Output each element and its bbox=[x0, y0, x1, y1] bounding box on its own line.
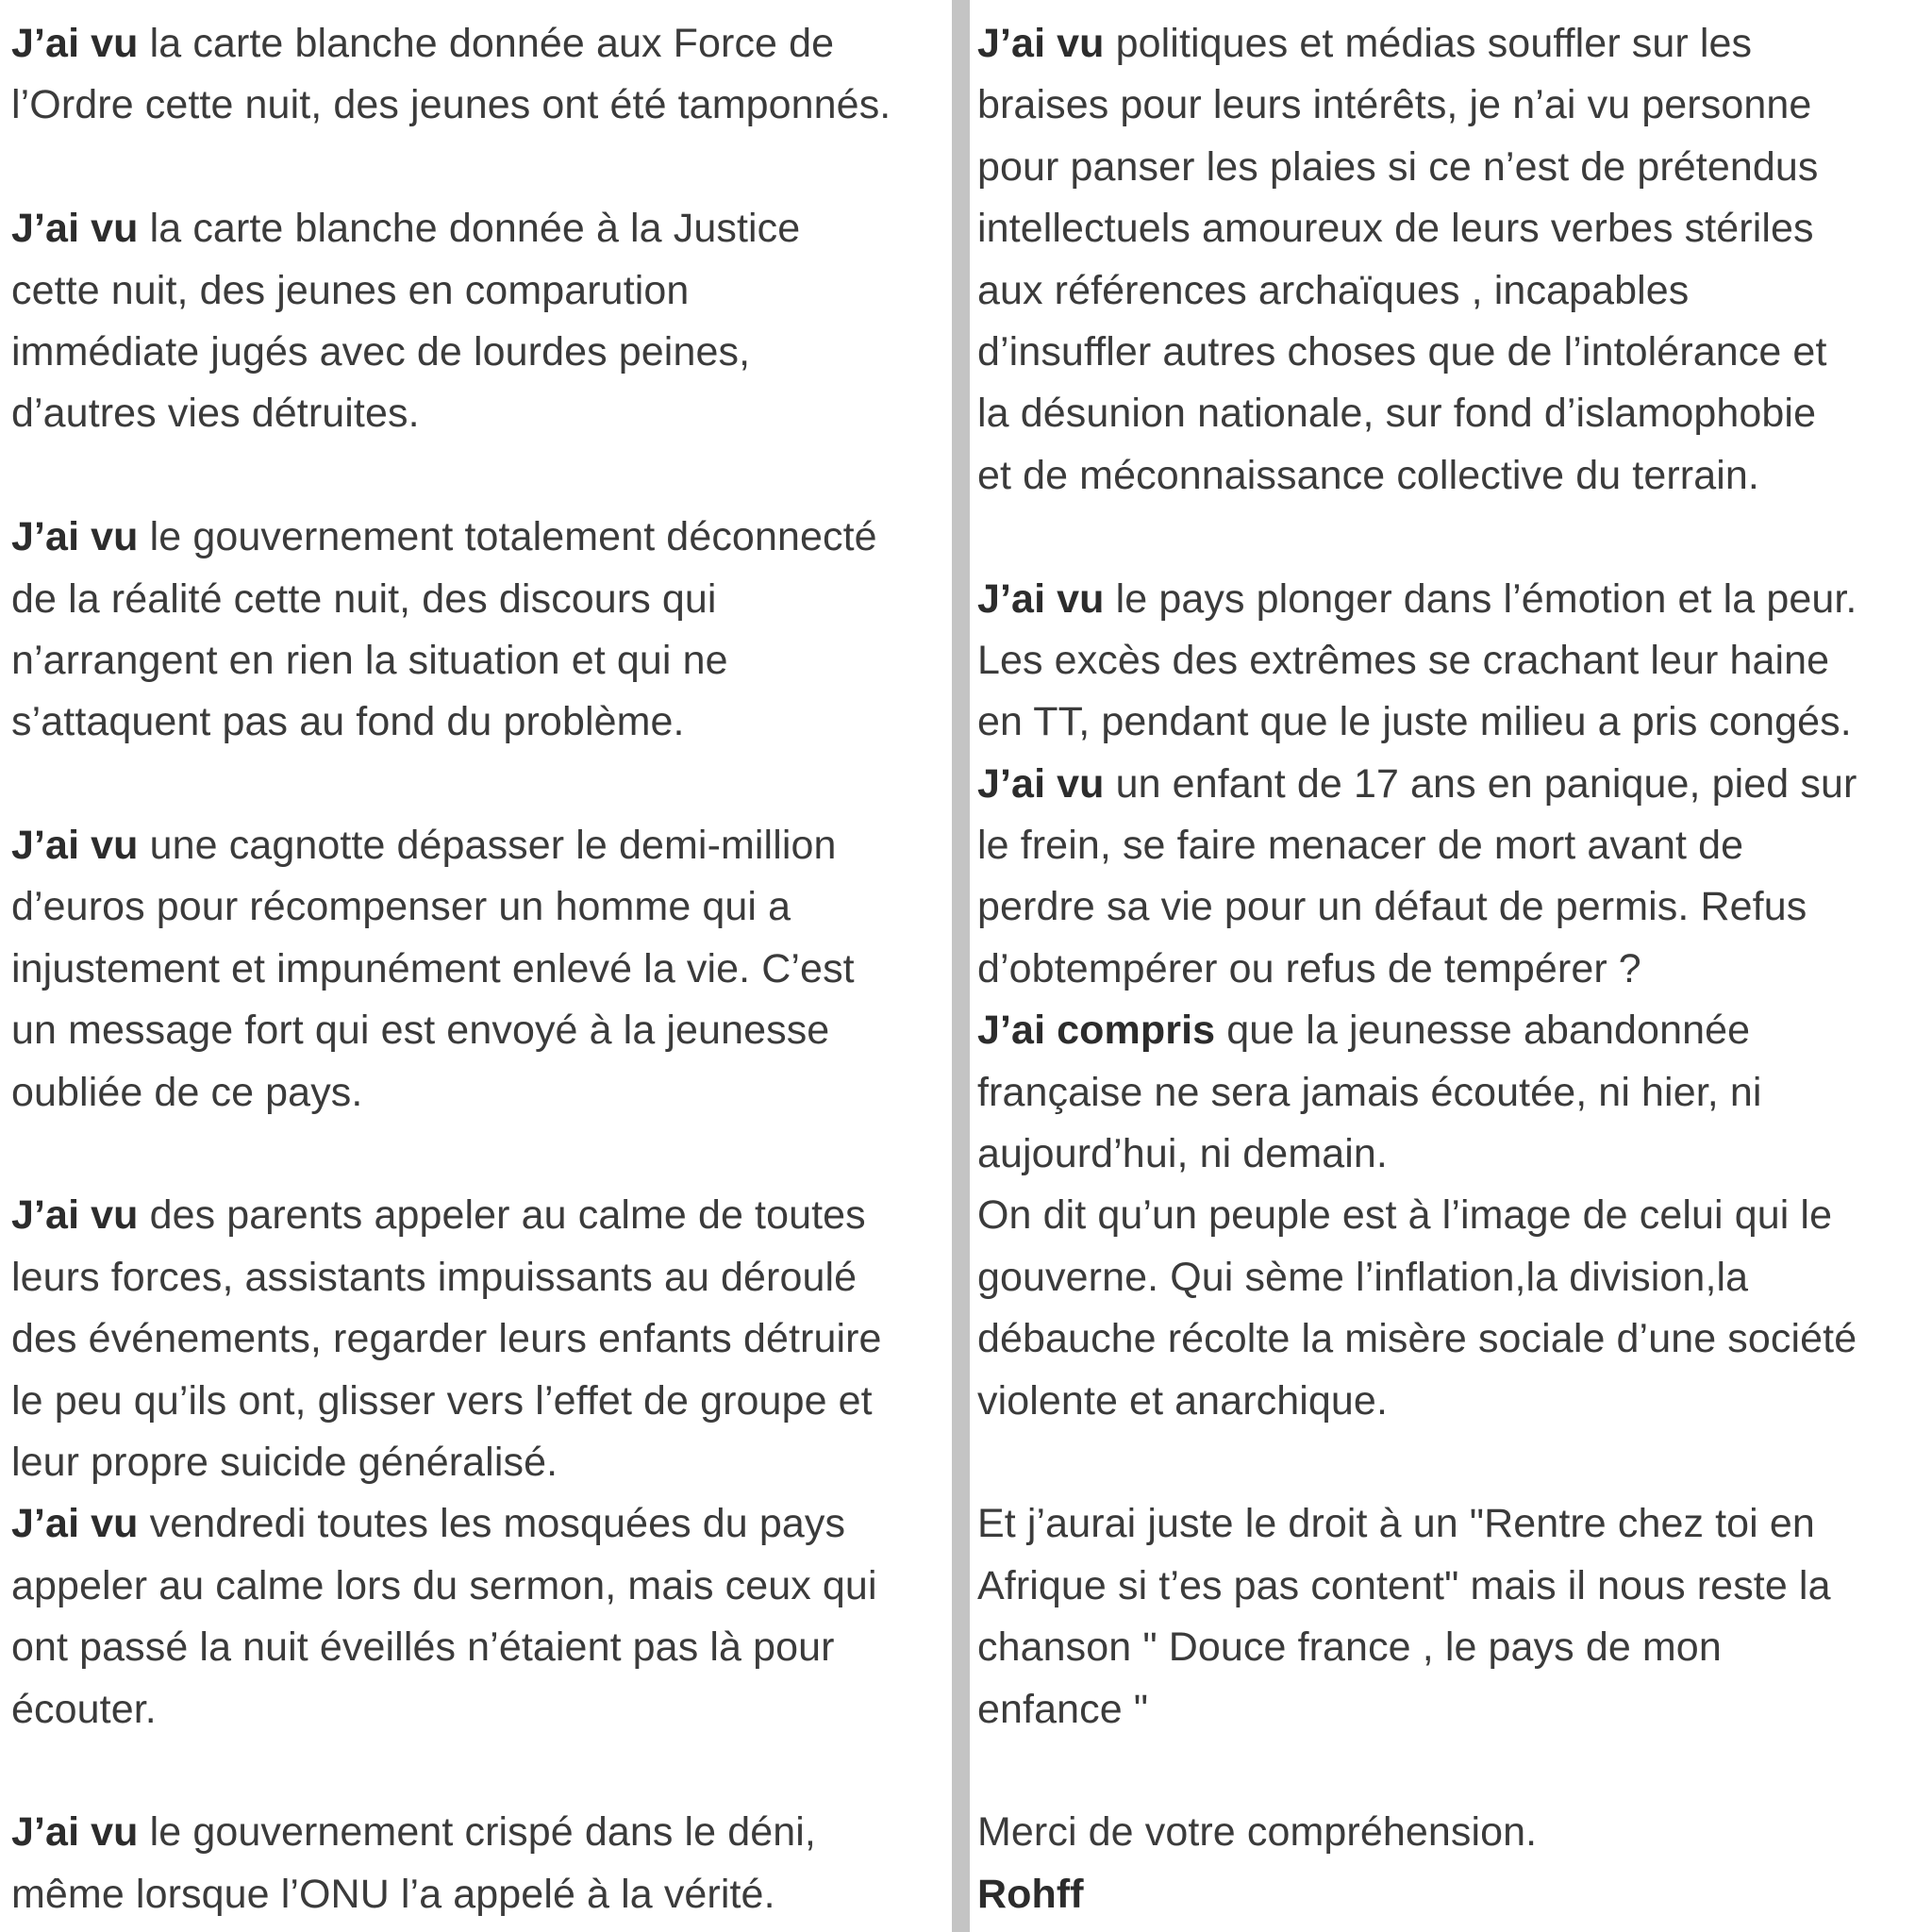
text-line bbox=[11, 507, 955, 568]
line-text: vendredi toutes les mosquées du pays bbox=[138, 1501, 846, 1547]
text-line bbox=[11, 1000, 955, 1061]
text-line bbox=[11, 1556, 955, 1617]
line-text: l’Ordre cette nuit, des jeunes ont été tamponnés. bbox=[11, 82, 891, 128]
line-text: violente et anarchique. bbox=[977, 1377, 1388, 1424]
line-text: d’euros pour récompenser un homme qui a bbox=[11, 884, 791, 930]
line-text: le frein, se faire menacer de mort avant de bbox=[977, 823, 1744, 869]
line-text: gouverne. Qui sème l’inflation,la division,la bbox=[977, 1254, 1749, 1300]
text-line bbox=[11, 876, 955, 938]
line-text: le gouvernement crispé dans le déni, bbox=[138, 1809, 816, 1856]
line-text: française ne sera jamais écoutée, ni hier, ni bbox=[977, 1069, 1762, 1115]
text-line bbox=[11, 1493, 955, 1555]
text-line bbox=[977, 1802, 1928, 1863]
line-text: même lorsque l’ONU l’a appelé à la vérité. bbox=[11, 1871, 775, 1917]
paragraph-lead: J’ai vu bbox=[977, 21, 1105, 66]
text-line bbox=[11, 1247, 955, 1308]
text-line bbox=[977, 630, 1928, 691]
line-text: injustement et impunément enlevé la vie. C’est bbox=[11, 945, 855, 991]
text-line bbox=[977, 1247, 1928, 1308]
text-line bbox=[11, 1308, 955, 1370]
text-line bbox=[11, 1864, 955, 1925]
line-text: intellectuels amoureux de leurs verbes stériles bbox=[977, 206, 1814, 252]
line-text: des événements, regarder leurs enfants détruire bbox=[11, 1316, 882, 1362]
line-text: ont passé la nuit éveillés n’étaient pas là pour bbox=[11, 1624, 835, 1671]
text-line bbox=[977, 445, 1928, 507]
text-line bbox=[11, 1679, 955, 1740]
line-text: en TT, pendant que le juste milieu a pris congés. bbox=[977, 699, 1852, 745]
text-line bbox=[977, 1432, 1928, 1493]
line-text: une cagnotte dépasser le demi-million bbox=[138, 823, 837, 869]
paragraph-lead: J’ai vu bbox=[11, 1501, 139, 1547]
line-text: un message fort qui est envoyé à la jeunesse bbox=[11, 1008, 830, 1054]
line-text: perdre sa vie pour un défaut de permis. Refus bbox=[977, 884, 1807, 930]
line-text: d’insuffler autres choses que de l’intolérance et bbox=[977, 328, 1827, 375]
line-text: s’attaquent pas au fond du problème. bbox=[11, 699, 685, 745]
text-line bbox=[11, 13, 955, 75]
paragraph-lead: J’ai compris bbox=[977, 1008, 1216, 1054]
text-line bbox=[977, 1493, 1928, 1555]
right-text-column bbox=[977, 13, 1928, 1925]
text-line bbox=[11, 260, 955, 322]
line-text: de la réalité cette nuit, des discours qui bbox=[11, 575, 717, 622]
text-line bbox=[977, 1124, 1928, 1185]
line-text: la désunion nationale, sur fond d’islamophobie bbox=[977, 391, 1817, 437]
line-text: braises pour leurs intérêts, je n’ai vu personne bbox=[977, 82, 1812, 128]
text-line bbox=[11, 1062, 955, 1124]
line-text: que la jeunesse abandonnée bbox=[1215, 1008, 1751, 1054]
left-text-column bbox=[11, 13, 955, 1925]
text-line bbox=[11, 1432, 955, 1493]
text-line bbox=[11, 1185, 955, 1246]
paragraph-lead: J’ai vu bbox=[11, 514, 139, 560]
text-line bbox=[977, 569, 1928, 630]
text-line bbox=[977, 754, 1928, 815]
line-text: écouter. bbox=[11, 1686, 157, 1732]
signature: Rohff bbox=[977, 1871, 1084, 1917]
line-text: leurs forces, assistants impuissants au déroulé bbox=[11, 1254, 858, 1300]
line-text: On dit qu’un peuple est à l’image de celui qui le bbox=[977, 1192, 1833, 1239]
text-line bbox=[977, 137, 1928, 198]
line-text: n’arrangent en rien la situation et qui ne bbox=[11, 637, 728, 683]
paragraph-lead: J’ai vu bbox=[11, 1192, 139, 1239]
text-line bbox=[11, 75, 955, 136]
text-line bbox=[977, 876, 1928, 938]
text-line bbox=[977, 198, 1928, 259]
line-text: d’obtempérer ou refus de tempérer ? bbox=[977, 945, 1641, 991]
text-line bbox=[11, 1617, 955, 1678]
line-text: des parents appeler au calme de toutes bbox=[138, 1192, 866, 1239]
text-line bbox=[977, 1062, 1928, 1124]
text-line bbox=[11, 569, 955, 630]
line-text: oubliée de ce pays. bbox=[11, 1069, 363, 1115]
line-text: le gouvernement totalement déconnecté bbox=[138, 514, 877, 560]
text-line bbox=[977, 507, 1928, 568]
line-text: et de méconnaissance collective du terrain. bbox=[977, 452, 1759, 498]
text-line bbox=[11, 691, 955, 753]
paragraph-lead: J’ai vu bbox=[977, 575, 1105, 622]
line-text: pour panser les plaies si ce n’est de prétendus bbox=[977, 143, 1819, 190]
line-text: politiques et médias souffler sur les bbox=[1104, 21, 1753, 66]
text-line bbox=[11, 198, 955, 259]
column-divider bbox=[952, 0, 970, 1932]
text-line bbox=[11, 445, 955, 507]
line-text: la carte blanche donnée aux Force de bbox=[138, 21, 835, 66]
line-text: Afrique si t’es pas content" mais il nous reste la bbox=[977, 1562, 1831, 1608]
text-line bbox=[11, 754, 955, 815]
text-line bbox=[11, 939, 955, 1000]
text-line bbox=[977, 322, 1928, 383]
text-line bbox=[977, 1679, 1928, 1740]
line-text: appeler au calme lors du sermon, mais ceux qui bbox=[11, 1562, 877, 1608]
text-line bbox=[977, 13, 1928, 75]
text-line bbox=[11, 383, 955, 444]
text-line bbox=[977, 939, 1928, 1000]
line-text: la carte blanche donnée à la Justice bbox=[138, 206, 801, 252]
line-text: Et j’aurai juste le droit à un "Rentre chez toi en bbox=[977, 1501, 1815, 1547]
line-text: un enfant de 17 ans en panique, pied sur bbox=[1104, 760, 1857, 807]
text-line bbox=[977, 691, 1928, 753]
text-line bbox=[11, 137, 955, 198]
line-text: le peu qu’ils ont, glisser vers l’effet de groupe et bbox=[11, 1377, 873, 1424]
line-text: leur propre suicide généralisé. bbox=[11, 1439, 558, 1485]
text-line bbox=[11, 1802, 955, 1863]
text-line bbox=[977, 815, 1928, 876]
line-text: enfance " bbox=[977, 1686, 1149, 1732]
line-text: le pays plonger dans l’émotion et la peur. bbox=[1104, 575, 1857, 622]
line-text: débauche récolte la misère sociale d’une société bbox=[977, 1316, 1857, 1362]
line-text: Merci de votre compréhension. bbox=[977, 1809, 1538, 1856]
paragraph-lead: J’ai vu bbox=[11, 1809, 139, 1856]
paragraph-lead: J’ai vu bbox=[977, 760, 1105, 807]
line-text: chanson " Douce france , le pays de mon bbox=[977, 1624, 1722, 1671]
text-line bbox=[11, 630, 955, 691]
text-line bbox=[11, 322, 955, 383]
text-line bbox=[977, 260, 1928, 322]
text-line bbox=[11, 1371, 955, 1432]
text-line bbox=[977, 1617, 1928, 1678]
text-line bbox=[11, 1740, 955, 1802]
text-line bbox=[977, 1740, 1928, 1802]
text-line bbox=[11, 1124, 955, 1185]
text-line bbox=[977, 383, 1928, 444]
text-line bbox=[977, 1371, 1928, 1432]
line-text: d’autres vies détruites. bbox=[11, 391, 420, 437]
text-line bbox=[977, 1185, 1928, 1246]
line-text: immédiate jugés avec de lourdes peines, bbox=[11, 328, 751, 375]
paragraph-lead: J’ai vu bbox=[11, 823, 139, 869]
paragraph-lead: J’ai vu bbox=[11, 21, 139, 66]
line-text: Les excès des extrêmes se crachant leur haine bbox=[977, 637, 1830, 683]
text-line bbox=[11, 815, 955, 876]
line-text: cette nuit, des jeunes en comparution bbox=[11, 267, 690, 313]
text-line bbox=[977, 1000, 1928, 1061]
text-line bbox=[977, 75, 1928, 136]
text-line bbox=[977, 1308, 1928, 1370]
line-text: aux références archaïques , incapables bbox=[977, 267, 1690, 313]
line-text: aujourd’hui, ni demain. bbox=[977, 1131, 1388, 1177]
text-line bbox=[977, 1556, 1928, 1617]
paragraph-lead: J’ai vu bbox=[11, 206, 139, 252]
